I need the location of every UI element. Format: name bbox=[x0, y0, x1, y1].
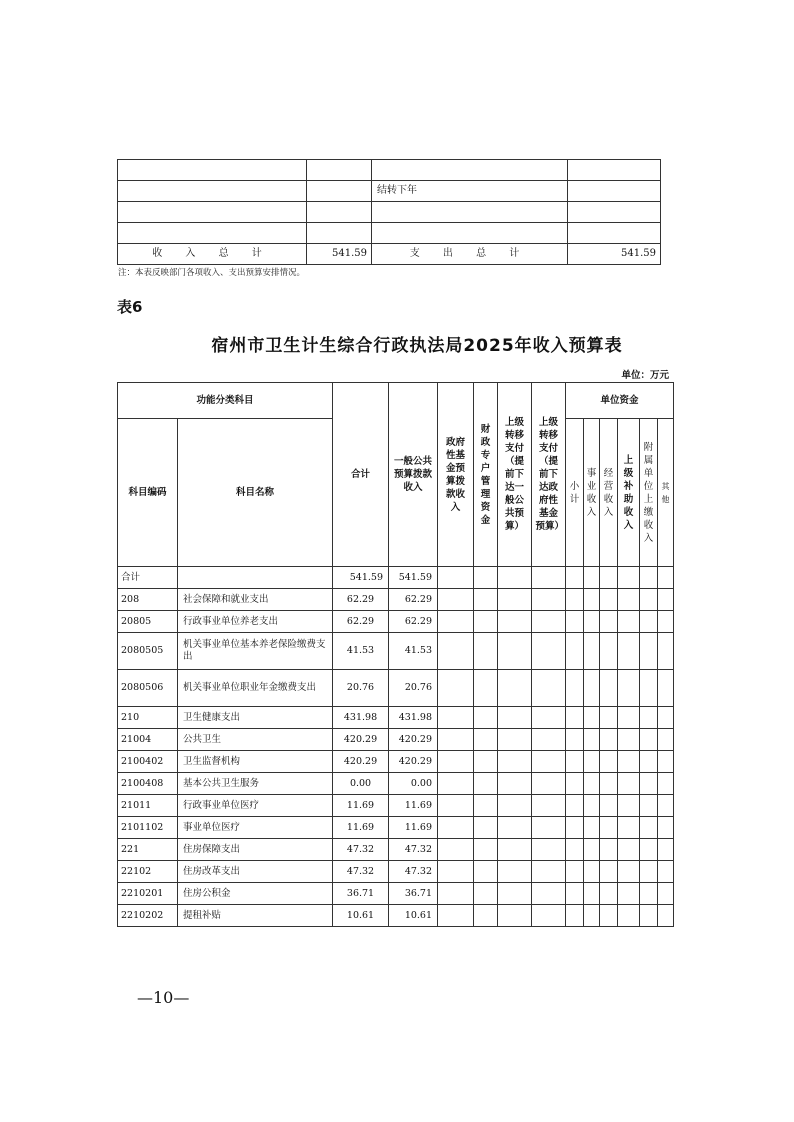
empty-cell bbox=[438, 567, 474, 589]
table-row bbox=[118, 670, 674, 707]
summary-cell bbox=[372, 160, 568, 181]
row-general-budget: 20.76 bbox=[389, 670, 438, 707]
empty-cell bbox=[584, 707, 600, 729]
empty-cell bbox=[584, 883, 600, 905]
empty-cell bbox=[640, 773, 658, 795]
empty-cell bbox=[618, 707, 640, 729]
row-general-budget: 541.59 bbox=[389, 567, 438, 589]
empty-cell bbox=[438, 729, 474, 751]
row-code: 2101102 bbox=[118, 817, 178, 839]
row-name: 住房改革支出 bbox=[178, 861, 333, 883]
row-total: 36.71 bbox=[333, 883, 389, 905]
empty-cell bbox=[498, 611, 532, 633]
header-affiliated-income: 附属单位上缴收入 bbox=[640, 419, 658, 567]
row-total: 62.29 bbox=[333, 589, 389, 611]
empty-cell bbox=[640, 795, 658, 817]
empty-cell bbox=[438, 861, 474, 883]
row-code: 2100402 bbox=[118, 751, 178, 773]
empty-cell bbox=[498, 861, 532, 883]
empty-cell bbox=[584, 670, 600, 707]
row-total: 11.69 bbox=[333, 817, 389, 839]
header-operating-income: 经营收入 bbox=[600, 419, 618, 567]
header-code: 科目编码 bbox=[118, 419, 178, 567]
empty-cell bbox=[640, 589, 658, 611]
empty-cell bbox=[532, 611, 566, 633]
summary-cell bbox=[568, 223, 661, 244]
row-general-budget: 10.61 bbox=[389, 905, 438, 927]
empty-cell bbox=[566, 707, 584, 729]
empty-cell bbox=[566, 611, 584, 633]
summary-cell bbox=[372, 202, 568, 223]
empty-cell bbox=[474, 795, 498, 817]
summary-cell bbox=[118, 202, 307, 223]
empty-cell bbox=[618, 773, 640, 795]
summary-cell bbox=[307, 160, 372, 181]
empty-cell bbox=[658, 707, 674, 729]
summary-cell bbox=[118, 181, 307, 202]
summary-row bbox=[118, 160, 661, 181]
summary-cell bbox=[307, 181, 372, 202]
empty-cell bbox=[658, 670, 674, 707]
empty-cell bbox=[566, 670, 584, 707]
header-name: 科目名称 bbox=[178, 419, 333, 567]
empty-cell bbox=[532, 567, 566, 589]
empty-cell bbox=[498, 707, 532, 729]
summary-cell bbox=[307, 223, 372, 244]
empty-cell bbox=[640, 839, 658, 861]
header-subtotal: 小计 bbox=[566, 419, 584, 567]
row-name: 卫生健康支出 bbox=[178, 707, 333, 729]
empty-cell bbox=[474, 589, 498, 611]
empty-cell bbox=[658, 861, 674, 883]
empty-cell bbox=[600, 633, 618, 670]
header-function-category: 功能分类科目 bbox=[118, 383, 333, 419]
empty-cell bbox=[532, 707, 566, 729]
table-row bbox=[118, 839, 674, 861]
empty-cell bbox=[600, 795, 618, 817]
empty-cell bbox=[584, 773, 600, 795]
empty-cell bbox=[600, 567, 618, 589]
empty-cell bbox=[584, 861, 600, 883]
empty-cell bbox=[498, 567, 532, 589]
empty-cell bbox=[566, 729, 584, 751]
income-total-label: 收 入 总 计 bbox=[118, 244, 307, 265]
empty-cell bbox=[498, 589, 532, 611]
empty-cell bbox=[640, 567, 658, 589]
empty-cell bbox=[640, 670, 658, 707]
row-name: 提租补贴 bbox=[178, 905, 333, 927]
empty-cell bbox=[474, 773, 498, 795]
row-general-budget: 420.29 bbox=[389, 751, 438, 773]
empty-cell bbox=[600, 611, 618, 633]
empty-cell bbox=[438, 670, 474, 707]
empty-cell bbox=[566, 817, 584, 839]
expense-total-label: 支 出 总 计 bbox=[372, 244, 568, 265]
expense-total-value: 541.59 bbox=[568, 244, 661, 265]
row-name: 机关事业单位基本养老保险缴费支出 bbox=[178, 633, 333, 670]
row-total: 420.29 bbox=[333, 729, 389, 751]
row-name: 卫生监督机构 bbox=[178, 751, 333, 773]
empty-cell bbox=[566, 751, 584, 773]
summary-cell: 结转下年 bbox=[372, 181, 568, 202]
empty-cell bbox=[584, 839, 600, 861]
row-total: 47.32 bbox=[333, 839, 389, 861]
unit-label: 单位：万元 bbox=[621, 370, 669, 381]
row-total: 62.29 bbox=[333, 611, 389, 633]
empty-cell bbox=[658, 883, 674, 905]
header-fiscal-special: 财政专户管理资金 bbox=[474, 383, 498, 567]
empty-cell bbox=[498, 751, 532, 773]
row-name: 行政事业单位医疗 bbox=[178, 795, 333, 817]
empty-cell bbox=[658, 589, 674, 611]
empty-cell bbox=[566, 633, 584, 670]
empty-cell bbox=[640, 707, 658, 729]
summary-cell bbox=[568, 202, 661, 223]
empty-cell bbox=[618, 633, 640, 670]
table-row bbox=[118, 729, 674, 751]
row-code: 210 bbox=[118, 707, 178, 729]
row-name: 机关事业单位职业年金缴费支出 bbox=[178, 670, 333, 707]
row-total: 431.98 bbox=[333, 707, 389, 729]
empty-cell bbox=[600, 751, 618, 773]
empty-cell bbox=[566, 795, 584, 817]
row-code: 合计 bbox=[118, 567, 178, 589]
empty-cell bbox=[618, 751, 640, 773]
row-name: 事业单位医疗 bbox=[178, 817, 333, 839]
empty-cell bbox=[600, 589, 618, 611]
empty-cell bbox=[566, 861, 584, 883]
table-row bbox=[118, 567, 674, 589]
table-row bbox=[118, 589, 674, 611]
empty-cell bbox=[498, 773, 532, 795]
table-row bbox=[118, 773, 674, 795]
row-code: 208 bbox=[118, 589, 178, 611]
empty-cell bbox=[600, 839, 618, 861]
row-general-budget: 420.29 bbox=[389, 729, 438, 751]
row-total: 47.32 bbox=[333, 861, 389, 883]
empty-cell bbox=[532, 861, 566, 883]
table-row bbox=[118, 795, 674, 817]
table-row bbox=[118, 751, 674, 773]
summary-row bbox=[118, 181, 661, 202]
empty-cell bbox=[566, 589, 584, 611]
summary-row bbox=[118, 223, 661, 244]
empty-cell bbox=[640, 729, 658, 751]
empty-cell bbox=[600, 670, 618, 707]
empty-cell bbox=[474, 611, 498, 633]
empty-cell bbox=[584, 589, 600, 611]
summary-cell bbox=[118, 160, 307, 181]
empty-cell bbox=[566, 883, 584, 905]
empty-cell bbox=[566, 567, 584, 589]
empty-cell bbox=[474, 707, 498, 729]
empty-cell bbox=[618, 670, 640, 707]
empty-cell bbox=[584, 633, 600, 670]
income-total-value: 541.59 bbox=[307, 244, 372, 265]
empty-cell bbox=[640, 611, 658, 633]
empty-cell bbox=[658, 729, 674, 751]
empty-cell bbox=[584, 751, 600, 773]
empty-cell bbox=[474, 633, 498, 670]
empty-cell bbox=[658, 611, 674, 633]
row-total: 41.53 bbox=[333, 633, 389, 670]
empty-cell bbox=[584, 611, 600, 633]
header-gov-fund: 政府性基金预算拨款收入 bbox=[438, 383, 474, 567]
empty-cell bbox=[474, 817, 498, 839]
empty-cell bbox=[600, 861, 618, 883]
row-total: 541.59 bbox=[333, 567, 389, 589]
row-general-budget: 41.53 bbox=[389, 633, 438, 670]
empty-cell bbox=[600, 905, 618, 927]
row-general-budget: 62.29 bbox=[389, 589, 438, 611]
page-title: 宿州市卫生计生综合行政执法局2025年收入预算表 bbox=[211, 336, 623, 356]
empty-cell bbox=[640, 633, 658, 670]
empty-cell bbox=[532, 773, 566, 795]
table-row bbox=[118, 883, 674, 905]
row-code: 20805 bbox=[118, 611, 178, 633]
empty-cell bbox=[618, 729, 640, 751]
empty-cell bbox=[640, 751, 658, 773]
empty-cell bbox=[532, 883, 566, 905]
row-total: 11.69 bbox=[333, 795, 389, 817]
empty-cell bbox=[640, 817, 658, 839]
row-code: 2080505 bbox=[118, 633, 178, 670]
row-code: 2210201 bbox=[118, 883, 178, 905]
empty-cell bbox=[658, 839, 674, 861]
empty-cell bbox=[584, 817, 600, 839]
empty-cell bbox=[584, 905, 600, 927]
empty-cell bbox=[584, 729, 600, 751]
header-total: 合计 bbox=[333, 383, 389, 567]
row-code: 221 bbox=[118, 839, 178, 861]
empty-cell bbox=[532, 751, 566, 773]
empty-cell bbox=[474, 905, 498, 927]
summary-row bbox=[118, 202, 661, 223]
header-unit-funds: 单位资金 bbox=[566, 383, 674, 419]
table-row bbox=[118, 861, 674, 883]
row-general-budget: 62.29 bbox=[389, 611, 438, 633]
empty-cell bbox=[618, 817, 640, 839]
empty-cell bbox=[618, 839, 640, 861]
row-total: 20.76 bbox=[333, 670, 389, 707]
empty-cell bbox=[566, 773, 584, 795]
empty-cell bbox=[618, 883, 640, 905]
empty-cell bbox=[532, 670, 566, 707]
table-row bbox=[118, 633, 674, 670]
empty-cell bbox=[618, 611, 640, 633]
header-other: 其他 bbox=[658, 419, 674, 567]
empty-cell bbox=[532, 795, 566, 817]
empty-cell bbox=[600, 729, 618, 751]
empty-cell bbox=[438, 795, 474, 817]
empty-cell bbox=[618, 567, 640, 589]
empty-cell bbox=[600, 773, 618, 795]
empty-cell bbox=[438, 839, 474, 861]
row-code: 22102 bbox=[118, 861, 178, 883]
row-code: 2210202 bbox=[118, 905, 178, 927]
empty-cell bbox=[438, 905, 474, 927]
empty-cell bbox=[566, 839, 584, 861]
table-row bbox=[118, 905, 674, 927]
empty-cell bbox=[532, 817, 566, 839]
header-upper-transfer-general: 上级转移支付（提前下达一般公共预算） bbox=[498, 383, 532, 567]
empty-cell bbox=[584, 795, 600, 817]
empty-cell bbox=[438, 589, 474, 611]
row-code: 21004 bbox=[118, 729, 178, 751]
income-budget-table bbox=[117, 382, 674, 927]
summary-cell bbox=[118, 223, 307, 244]
empty-cell bbox=[498, 670, 532, 707]
row-code: 2080506 bbox=[118, 670, 178, 707]
empty-cell bbox=[498, 883, 532, 905]
header-upper-transfer-fund: 上级转移支付（提前下达政府性基金预算） bbox=[532, 383, 566, 567]
summary-cell bbox=[307, 202, 372, 223]
page-number: —10— bbox=[137, 988, 190, 1007]
empty-cell bbox=[658, 773, 674, 795]
empty-cell bbox=[618, 589, 640, 611]
empty-cell bbox=[658, 633, 674, 670]
empty-cell bbox=[618, 905, 640, 927]
empty-cell bbox=[600, 883, 618, 905]
empty-cell bbox=[532, 729, 566, 751]
header-general-budget: 一般公共预算拨款收入 bbox=[389, 383, 438, 567]
empty-cell bbox=[532, 839, 566, 861]
header-business-income: 事业收入 bbox=[584, 419, 600, 567]
empty-cell bbox=[600, 817, 618, 839]
empty-cell bbox=[640, 883, 658, 905]
row-name: 基本公共卫生服务 bbox=[178, 773, 333, 795]
row-general-budget: 47.32 bbox=[389, 839, 438, 861]
empty-cell bbox=[640, 861, 658, 883]
summary-cell bbox=[568, 160, 661, 181]
empty-cell bbox=[498, 839, 532, 861]
row-total: 420.29 bbox=[333, 751, 389, 773]
row-total: 10.61 bbox=[333, 905, 389, 927]
empty-cell bbox=[532, 633, 566, 670]
summary-cell bbox=[568, 181, 661, 202]
empty-cell bbox=[498, 817, 532, 839]
row-general-budget: 0.00 bbox=[389, 773, 438, 795]
empty-cell bbox=[438, 751, 474, 773]
empty-cell bbox=[438, 611, 474, 633]
row-name: 住房保障支出 bbox=[178, 839, 333, 861]
empty-cell bbox=[474, 839, 498, 861]
empty-cell bbox=[498, 795, 532, 817]
empty-cell bbox=[618, 795, 640, 817]
empty-cell bbox=[498, 905, 532, 927]
row-name: 行政事业单位养老支出 bbox=[178, 611, 333, 633]
row-name: 社会保障和就业支出 bbox=[178, 589, 333, 611]
empty-cell bbox=[600, 707, 618, 729]
summary-cell bbox=[372, 223, 568, 244]
row-code: 21011 bbox=[118, 795, 178, 817]
empty-cell bbox=[532, 589, 566, 611]
row-general-budget: 11.69 bbox=[389, 817, 438, 839]
table-row bbox=[118, 611, 674, 633]
empty-cell bbox=[438, 883, 474, 905]
row-code: 2100408 bbox=[118, 773, 178, 795]
empty-cell bbox=[438, 633, 474, 670]
empty-cell bbox=[498, 729, 532, 751]
empty-cell bbox=[438, 817, 474, 839]
empty-cell bbox=[498, 633, 532, 670]
empty-cell bbox=[658, 751, 674, 773]
row-general-budget: 11.69 bbox=[389, 795, 438, 817]
table-number: 表6 bbox=[117, 298, 143, 316]
empty-cell bbox=[438, 773, 474, 795]
table-row bbox=[118, 707, 674, 729]
row-general-budget: 36.71 bbox=[389, 883, 438, 905]
empty-cell bbox=[584, 567, 600, 589]
row-name bbox=[178, 567, 333, 589]
table-note: 注：本表反映部门各项收入、支出预算安排情况。 bbox=[118, 268, 306, 278]
empty-cell bbox=[474, 751, 498, 773]
empty-cell bbox=[474, 670, 498, 707]
empty-cell bbox=[618, 861, 640, 883]
empty-cell bbox=[438, 707, 474, 729]
table-row bbox=[118, 817, 674, 839]
empty-cell bbox=[640, 905, 658, 927]
income-expense-summary-table bbox=[117, 159, 661, 265]
empty-cell bbox=[658, 905, 674, 927]
empty-cell bbox=[658, 817, 674, 839]
row-name: 住房公积金 bbox=[178, 883, 333, 905]
empty-cell bbox=[658, 567, 674, 589]
row-total: 0.00 bbox=[333, 773, 389, 795]
empty-cell bbox=[474, 861, 498, 883]
summary-total-row bbox=[118, 244, 661, 265]
header-upper-subsidy: 上级补助收入 bbox=[618, 419, 640, 567]
empty-cell bbox=[566, 905, 584, 927]
row-general-budget: 47.32 bbox=[389, 861, 438, 883]
row-name: 公共卫生 bbox=[178, 729, 333, 751]
empty-cell bbox=[658, 795, 674, 817]
row-general-budget: 431.98 bbox=[389, 707, 438, 729]
empty-cell bbox=[474, 883, 498, 905]
empty-cell bbox=[532, 905, 566, 927]
empty-cell bbox=[474, 729, 498, 751]
empty-cell bbox=[474, 567, 498, 589]
